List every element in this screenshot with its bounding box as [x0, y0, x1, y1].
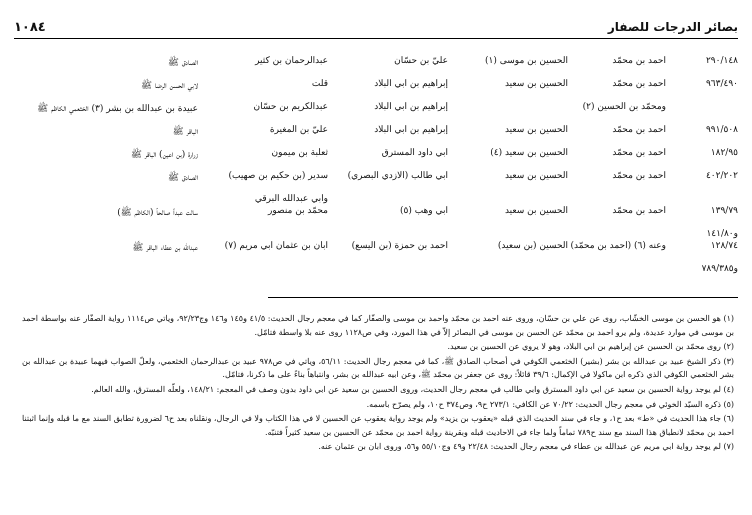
hadith-number: ١٢٨/٧٤: [710, 241, 738, 251]
narrator-cell: عليّ بن المغيرة: [269, 125, 328, 135]
footnote: (١) هو الحسن بن موسى الخشّاب، روى عن علي بن حسّان، وروى عنه احمد بن محمّد واحمد بن موسى والصفّار كما في معجم رجال الحديث: ٤١/٥ و١٤٥ و١٤٦ وج٩٢/٢٣، وياتي ص١١١٤ رواية الصفّار عنه بواسطة احمد بن موسى في موارد عديدة، ولم يرو احمد بن محمّد عن الحسن بن موسى في البصائر إلاّ في هذا المورد، وفي ص١١٢٨ روى عنه بلا واسطة فتامّل.: [22, 314, 735, 337]
narrator-cell: وابي عبدالله البرقي: [254, 194, 328, 204]
narrator-cell: الحسين بن سعيد: [504, 125, 568, 135]
narrator-cell: سدير (بن حكيم بن صهيب): [228, 171, 328, 181]
narrator-cell: الحسين بن سعيد: [504, 206, 568, 216]
narrator-cell: سالت عبداً صالحاً (الكاظم ﷺ): [117, 208, 198, 218]
narrator-cell: إبراهيم بن ابي البلاد: [374, 125, 448, 135]
table-row: [14, 79, 738, 102]
narrator-cell: احمد بن محمّد: [612, 206, 666, 216]
hadith-number: ٢٩٠/١٤٨: [705, 56, 738, 66]
narrator-cell: الحسين (بن سعيد): [497, 241, 568, 251]
table-row: [14, 148, 738, 171]
narrator-cell: الحسين بن سعيد (٤): [490, 148, 568, 158]
narrator-cell: احمد بن محمّد: [612, 125, 666, 135]
footnote-rule: [268, 297, 738, 298]
table-row: [14, 102, 738, 125]
narrator-cell: الباقر ﷺ: [172, 127, 198, 137]
narrator-cell: الحسين بن سعيد: [504, 79, 568, 89]
narrator-cell: عبدالله بن عطاء الباقر ﷺ: [132, 243, 198, 253]
narrator-cell: الصادق ﷺ: [168, 173, 198, 183]
footnote: (٤) لم يوجد رواية الحسين بن سعيد عن ابي داود المسترق وابي طالب في معجم رجال الحديث، وروى الحسين بن سعيد عن ابي داود بدون وصف في المعجم: ١٤٨/٢١، ولعلّه المسترق، والله العالم.: [91, 384, 734, 394]
table-row: [14, 229, 738, 241]
narrator-cell: احمد بن محمّد: [612, 171, 666, 181]
table-row: [14, 241, 738, 264]
narrator-cell: زرارة (بن اعين) الباقر ﷺ: [130, 150, 198, 160]
footnote: (٥) ذكره السيّد الخوئي في معجم رجال الحديث: ٧٠/٢٢ عن الكافي: ٢٧٣/١ ح٩، وص٣٧٤ ح١٠، ولم يصرّح باسمه.: [366, 399, 734, 409]
narrator-cell: ابان بن عثمان ابي مريم (٧): [224, 241, 328, 251]
page-number: ١٠٨٤: [14, 20, 46, 35]
narrator-cell: وعنه (٦) (احمد بن محمّد): [570, 241, 666, 251]
narrator-cell: احمد بن محمّد: [612, 79, 666, 89]
table-row: [14, 206, 738, 229]
footnote: (٦) جاء هذا الحديث في «ط» بعد ح١، و جاء في سند الحديث الذي قبله «يعقوب بن يزيد» ولم يوجد رواية يعقوب عن الحسين لا في هذا الكتاب ولا في الرجال، ونقلناه بعد ح٦ لضرورة تطابق السند مع ما قبله وإنما اثبتنا احمد بن محمّد لانطباق هذا السند مع سند ح٧٨٩ تماماً ولما جاء في الاحاديث قبله وبقرينة رواية احمد بن محمّد عن الحسين بن سعيد كثيراً فتنبّه.: [22, 414, 734, 437]
narrator-cell: قلت: [311, 79, 328, 89]
narrator-cell: الصادق ﷺ: [168, 58, 198, 68]
narrator-cell: عبدالرحمان بن كثير: [255, 56, 328, 66]
narrator-cell: عبيدة بن عبدالله بن بشر (٣) الخثعمي الكاظم ﷺ: [37, 104, 198, 114]
isnad-table: [14, 56, 738, 276]
narrator-cell: إبراهيم بن ابي البلاد: [374, 79, 448, 89]
header-rule: [14, 38, 738, 39]
narrator-cell: عليّ بن حسّان: [394, 56, 448, 66]
table-row: [14, 125, 738, 148]
footnote: (٣) ذكر الشيخ عبيد بن عبدالله بن بشر (بشير) الخثعمي الكوفي في أصحاب الصادق ﷺ، كما في معجم رجال الحديث: ٥٦/١١، وياتي في ص٩٧٨ عبيد بن عبدالرحمان الخثعمي، ولعلّ الصواب فيهما عبيدة بن عبدالله بن بشر الخثعمي الكوفي الذي ذكره ابن ماكولا في الإكمال: ٣٩/٦ قائلاً: روى عن جعفر بن محمّد ﷺ، وعن ابيه عبدالله بن بشر، وانتباهاً بناءً على ما ذكرنا، فتامّل.: [22, 356, 734, 380]
narrator-cell: لابي الحسن الرضا ﷺ: [141, 81, 198, 91]
hadith-number: و٧٨٩/٣٨٥: [701, 264, 738, 274]
page-header: [14, 20, 738, 38]
narrator-cell: إبراهيم بن ابي البلاد: [374, 102, 448, 112]
narrator-cell: احمد بن حمزة (بن اليسع): [351, 241, 448, 251]
narrator-cell: احمد بن محمّد: [612, 56, 666, 66]
narrator-cell: ومحمّد بن الحسين (٢): [582, 102, 666, 112]
hadith-number: و١٤١/٨٠: [706, 229, 738, 239]
narrator-cell: ابي داود المسترق: [381, 148, 448, 158]
narrator-cell: محمّد بن منصور: [268, 206, 328, 216]
table-row: [14, 264, 738, 276]
table-row: [14, 171, 738, 194]
running-title: بصائر الدرجات للصفار: [607, 20, 738, 34]
footnotes: [22, 312, 734, 455]
narrator-cell: ابي وهب (٥): [399, 206, 448, 216]
narrator-cell: الحسين بن موسى (١): [485, 56, 568, 66]
narrator-cell: ابي طالب (الازدي البصري): [347, 171, 448, 181]
hadith-number: ٩٩١/٥٠٨: [705, 125, 738, 135]
table-row: [14, 56, 738, 79]
narrator-cell: احمد بن محمّد: [612, 148, 666, 158]
hadith-number: ١٨٢/٩٥: [710, 148, 738, 158]
hadith-number: ٩٦٣/٤٩٠: [705, 79, 738, 89]
table-row: [14, 194, 738, 206]
hadith-number: ١٣٩/٧٩: [710, 206, 738, 216]
hadith-number: ٤٠٢/٢٠٢: [705, 171, 738, 181]
narrator-cell: عبدالكريم بن حسّان: [253, 102, 328, 112]
narrator-cell: ثعلبة بن ميمون: [271, 148, 328, 158]
narrator-cell: الحسين بن سعيد: [504, 171, 568, 181]
footnote: (٧) لم يوجد رواية ابي مريم عن عبدالله بن عطاء في معجم رجال الحديث: ٢٢/٤٨ و٤٩ وج٥٥/١٠ و٥٦، وروى ابان بن عثمان عنه.: [318, 442, 734, 452]
footnote: (٢) روى محمّد بن الحسين عن إبراهيم بن ابي البلاد، وهو لا يروي عن الحسين بن سعيد.: [447, 342, 734, 352]
